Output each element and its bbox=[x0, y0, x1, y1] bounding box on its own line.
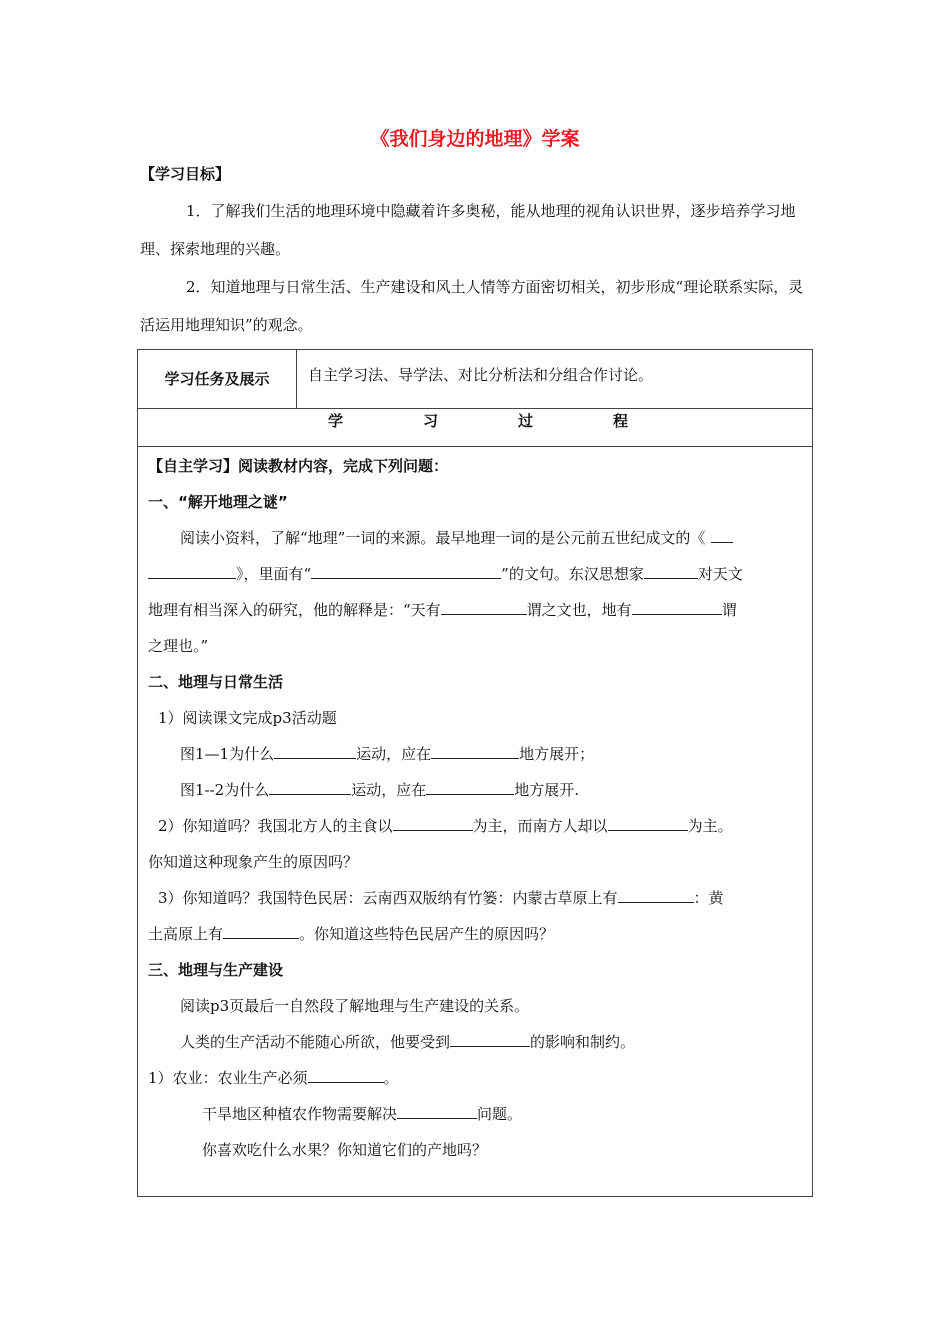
section-3-line: 阅读p3页最后一自然段了解地理与生产建设的关系。 bbox=[180, 997, 530, 1015]
fill-blank[interactable] bbox=[269, 780, 351, 795]
fill-blank[interactable] bbox=[308, 1068, 384, 1083]
process-char: 过 bbox=[517, 412, 533, 430]
fill-blank[interactable] bbox=[711, 528, 733, 543]
fill-blank[interactable] bbox=[632, 600, 722, 615]
objective-item-1: 1．了解我们生活的地理环境中隐藏着许多奥秘，能从地理的视角认识世界，逐步培养学习地理、探索地理的兴趣。 bbox=[140, 202, 796, 258]
section-3-question: 1）农业：农业生产必须 。 bbox=[148, 1069, 399, 1087]
fill-blank[interactable] bbox=[608, 816, 688, 831]
process-char: 习 bbox=[422, 412, 438, 430]
fill-blank[interactable] bbox=[431, 744, 519, 759]
fill-blank[interactable] bbox=[223, 924, 299, 939]
fill-blank[interactable] bbox=[311, 564, 501, 579]
task-label-cell: 学习任务及展示 bbox=[138, 350, 297, 408]
section-3-line: 干旱地区种植农作物需要解决 问题。 bbox=[202, 1105, 523, 1123]
fill-blank[interactable] bbox=[450, 1032, 530, 1047]
section-3-line: 你喜欢吃什么水果？你知道它们的产地吗？ bbox=[202, 1141, 488, 1159]
fill-blank[interactable] bbox=[618, 888, 694, 903]
section-1-line: 》，里面有“ ”的文句。东汉思想家 对天文 bbox=[148, 556, 804, 592]
section-3-line: 人类的生产活动不能随心所欲，他要受到 的影响和制约。 bbox=[180, 1033, 636, 1051]
section-2-question: 2）你知道吗？我国北方人的主食以 为主，而南方人却以 为主。 bbox=[158, 817, 733, 835]
objective-item-2: 2．知道地理与日常生活、生产建设和风土人情等方面密切相关，初步形成“理论联系实际，灵活运用地理知识”的观念。 bbox=[140, 278, 804, 334]
row-divider bbox=[138, 408, 812, 409]
process-heading bbox=[328, 410, 628, 431]
page-title: 《我们身边的地理》学案 bbox=[370, 128, 580, 150]
fill-blank[interactable] bbox=[148, 564, 236, 579]
section-2-line: 土高原上有 。你知道这些特色民居产生的原因吗？ bbox=[148, 925, 555, 943]
fill-blank[interactable] bbox=[393, 816, 473, 831]
section-1-line: 地理有相当深入的研究，他的解释是：“天有 谓之文也，地有 谓 bbox=[148, 601, 737, 619]
row-divider bbox=[138, 446, 812, 447]
section-2-title: 二、地理与日常生活 bbox=[148, 673, 284, 691]
section-2-line: 你知道这种现象产生的原因吗？ bbox=[148, 853, 359, 871]
process-char: 程 bbox=[612, 412, 628, 430]
section-2-question: 3）你知道吗？我国特色民居：云南西双版纳有竹篓：内蒙古草原上有 ：黄 bbox=[158, 889, 724, 907]
fill-blank[interactable] bbox=[274, 744, 356, 759]
fill-blank[interactable] bbox=[426, 780, 514, 795]
process-char: 学 bbox=[328, 412, 344, 430]
fill-blank[interactable] bbox=[441, 600, 527, 615]
section-1-title: 一、“解开地理之谜” bbox=[148, 493, 288, 511]
fill-blank[interactable] bbox=[397, 1104, 477, 1119]
section-2-question: 1）阅读课文完成p3活动题 bbox=[158, 709, 337, 727]
section-3-title: 三、地理与生产建设 bbox=[148, 961, 284, 979]
task-methods: 自主学习法、导学法、对比分析法和分组合作讨论。 bbox=[308, 366, 654, 384]
fill-blank[interactable] bbox=[644, 564, 698, 579]
study-table bbox=[137, 349, 813, 1197]
section-1-line: 之理也。” bbox=[148, 637, 209, 655]
section-2-line: 图1—1为什么 运动，应在 地方展开； bbox=[180, 745, 595, 763]
section-2-line: 图1--2为什么 运动，应在 地方展开. bbox=[180, 781, 580, 799]
self-study-intro: 【自主学习】阅读教材内容，完成下列问题： bbox=[148, 457, 449, 475]
section-1-line: 阅读小资料，了解“地理”一词的来源。最早地理一词的是公元前五世纪成文的《 bbox=[148, 520, 804, 556]
study-content bbox=[148, 448, 804, 1168]
objectives-heading: 【学习目标】 bbox=[140, 165, 231, 183]
